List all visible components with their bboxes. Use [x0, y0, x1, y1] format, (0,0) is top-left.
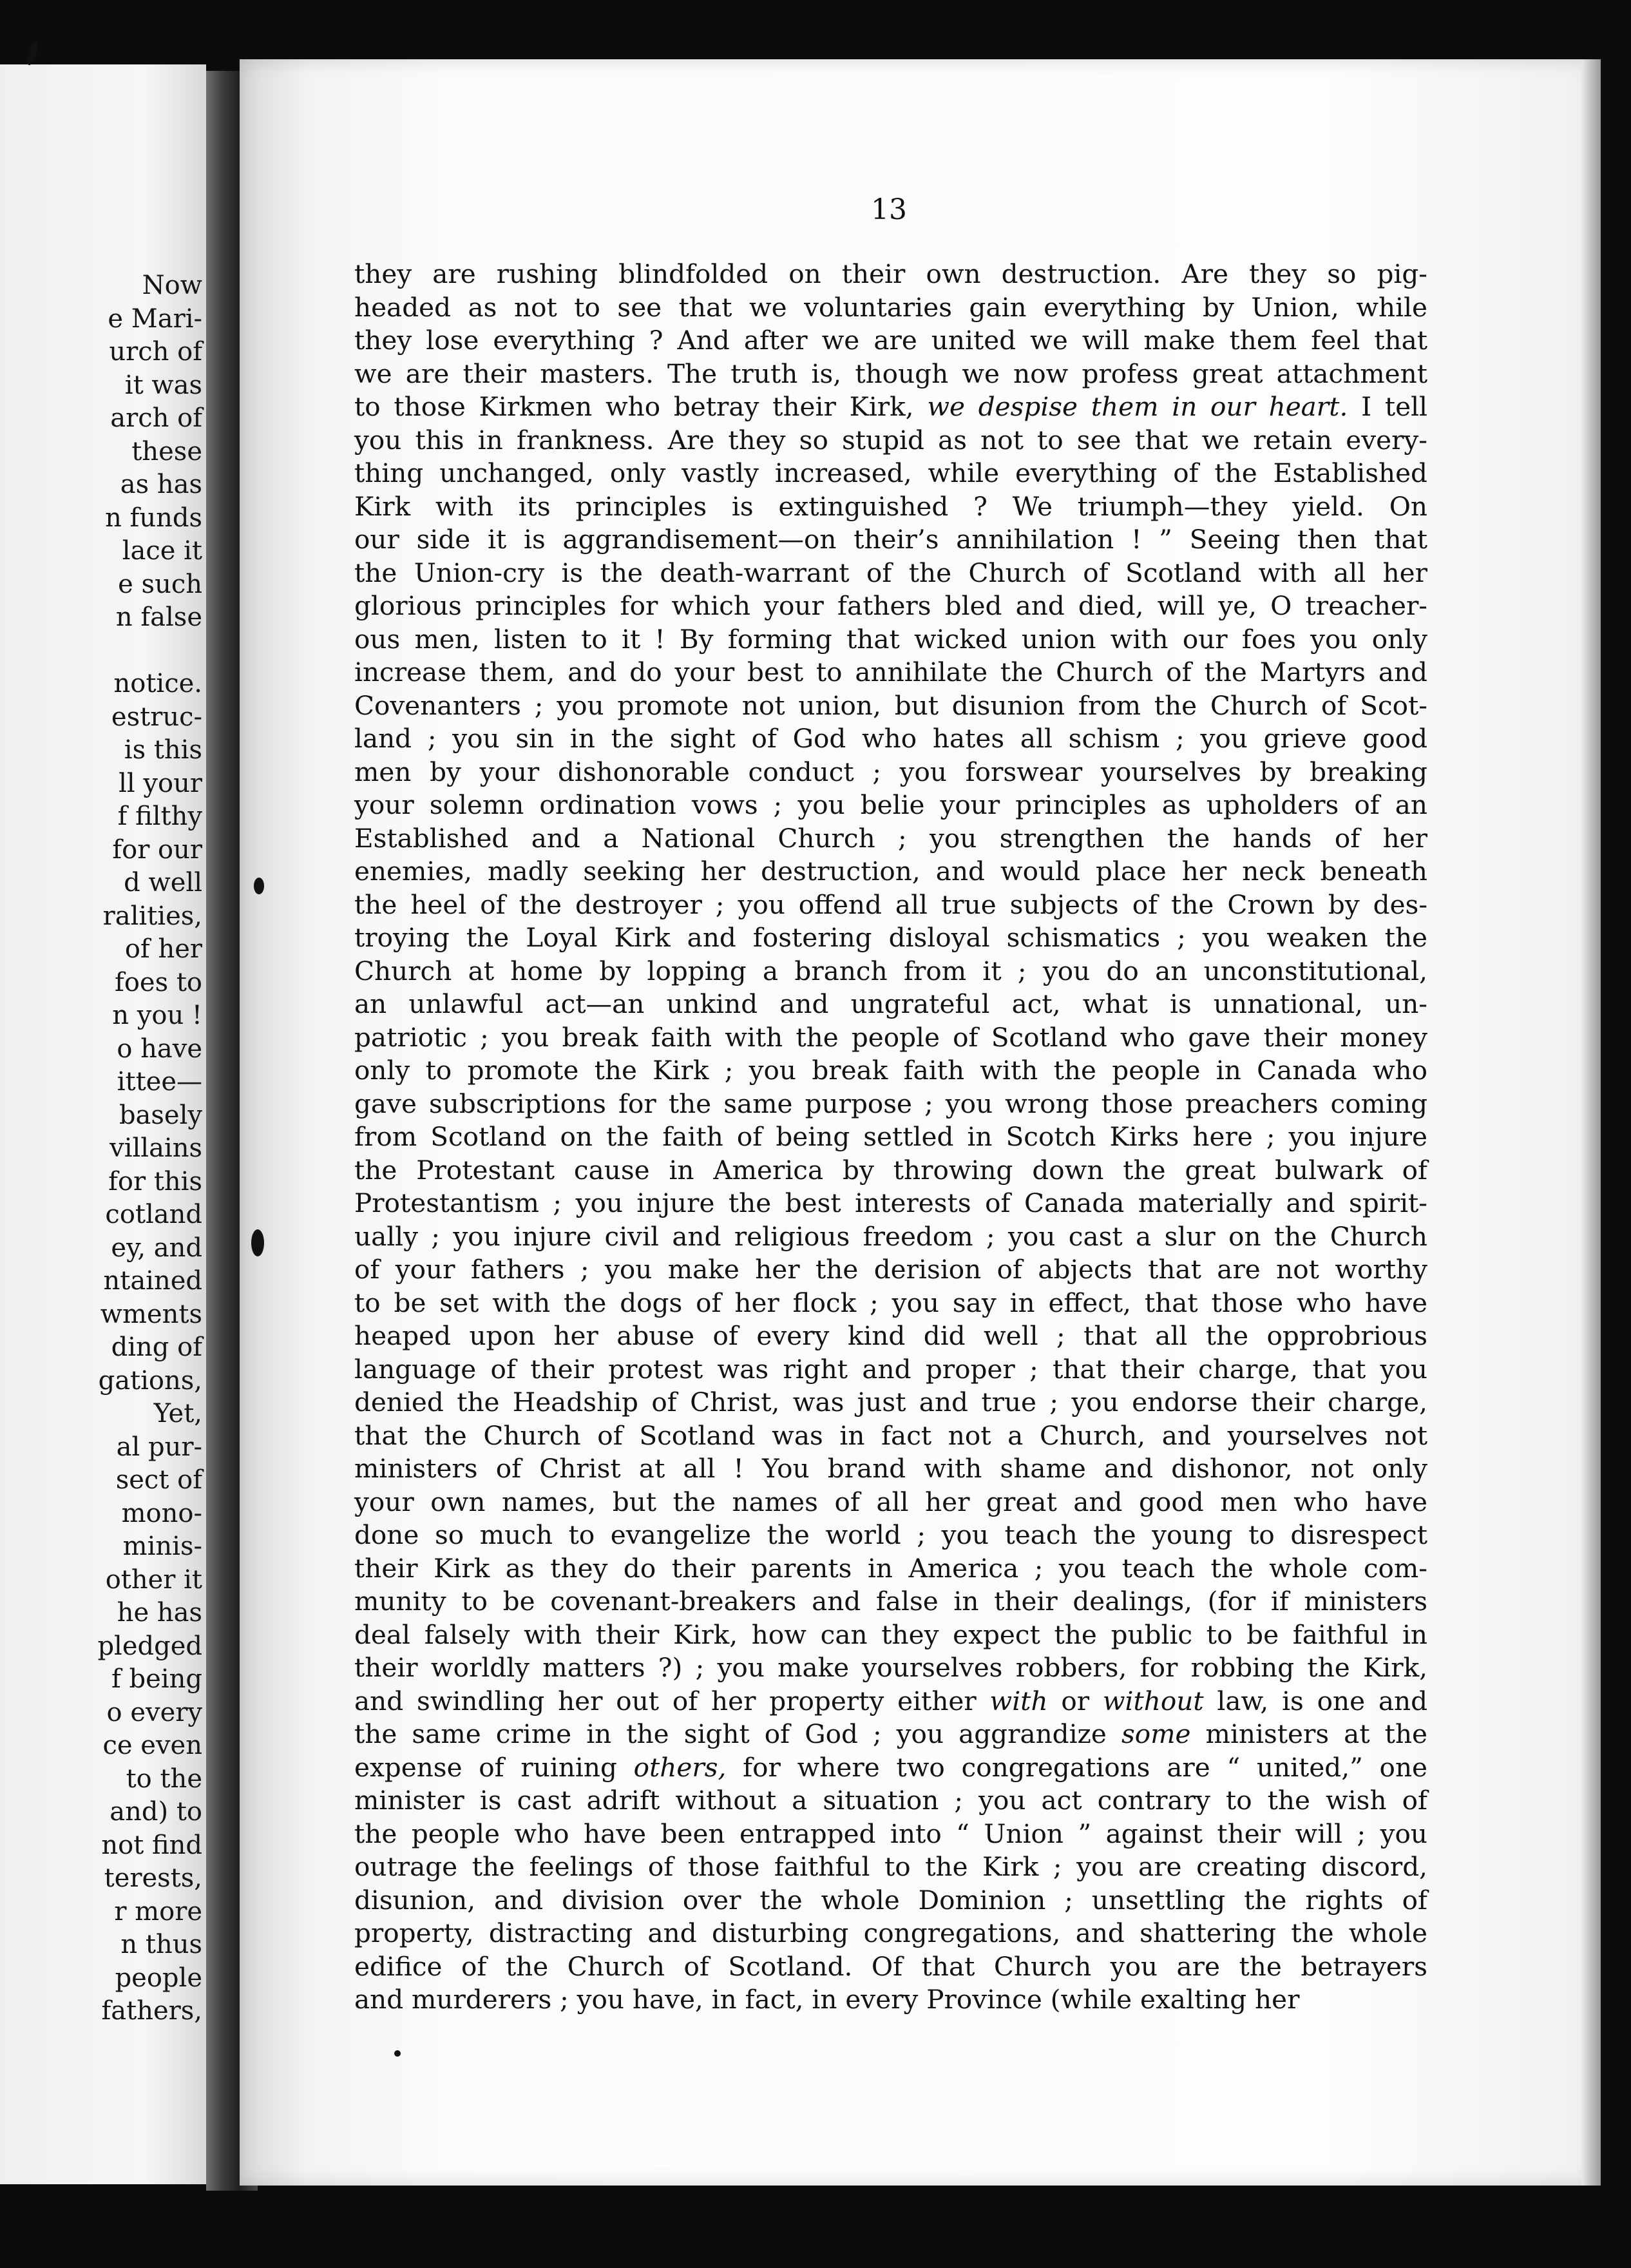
text-line: men by your dishonorable conduct ; you forswear yourselves by breaking — [354, 756, 1427, 787]
left-text-line: people — [115, 1963, 202, 1993]
text-line: headed as not to see that we voluntaries gain everything by Union, while — [354, 291, 1427, 323]
text-line: you this in frankness. Are they so stupid as not to see that we retain every- — [354, 424, 1427, 456]
text-line: Established and a National Church ; you strengthen the hands of her — [354, 822, 1427, 854]
left-text-line: basely — [119, 1100, 202, 1130]
left-text-line: fathers, — [101, 1996, 202, 2026]
text-line: gave subscriptions for the same purpose ; you wrong those preachers coming — [354, 1088, 1427, 1119]
left-text-line: villains — [110, 1133, 202, 1163]
text-line: to be set with the dogs of her flock ; you say in effect, that those who have — [354, 1287, 1427, 1318]
left-text-line: not find — [101, 1830, 202, 1860]
italic-text: we despise them in our heart. — [927, 391, 1348, 422]
text-line: Kirk with its principles is extinguished ? We triumph—they yield. On — [354, 490, 1427, 522]
text-line: ous men, listen to it ! By forming that wicked union with our foes you only — [354, 623, 1427, 655]
scan-speck — [394, 2050, 401, 2057]
left-page-text — [97, 269, 202, 2028]
text-line: deal falsely with their Kirk, how can they expect the public to be faithful in — [354, 1619, 1427, 1650]
text-line: outrage the feelings of those faithful to the Kirk ; you are creating discord, — [354, 1851, 1427, 1882]
page-edge — [1581, 59, 1601, 2186]
left-text-line: these — [131, 436, 202, 466]
left-text-line: foes to — [115, 967, 202, 997]
italic-text: some — [1121, 1718, 1191, 1749]
left-text-line: as has — [120, 470, 202, 499]
text-line: property, distracting and disturbing congregations, and shattering the whole — [354, 1917, 1427, 1948]
text-line: our side it is aggrandisement—on their’s annihilation ! ” Seeing then that — [354, 524, 1427, 555]
left-text-line: lace it — [122, 536, 202, 566]
left-text-line: o every — [106, 1697, 202, 1727]
left-text-line: ittee— — [117, 1067, 202, 1097]
left-text-line: arch of — [110, 403, 202, 433]
left-text-line: Now — [142, 271, 202, 300]
left-text-line: ce even — [102, 1731, 202, 1760]
text-line: heaped upon her abuse of every kind did well ; that all the opprobrious — [354, 1320, 1427, 1351]
text-line: the same crime in the sight of God ; you aggrandize some ministers at the — [354, 1718, 1428, 1749]
text-line: and swindling her out of her property either with or without law, is one and — [354, 1685, 1427, 1716]
left-text-line: terests, — [104, 1863, 202, 1893]
left-facing-page — [0, 64, 206, 2184]
text-line: your own names, but the names of all her great and good men who have — [354, 1486, 1427, 1517]
text-line: that the Church of Scotland was in fact not a Church, and yourselves not — [354, 1419, 1427, 1451]
text-line: only to promote the Kirk ; you break faith with the people in Canada who — [354, 1055, 1427, 1086]
text-line: edifice of the Church of Scotland. Of that Church you are the betrayers — [354, 1950, 1427, 1982]
text-line: done so much to evangelize the world ; you teach the young to disrespect — [354, 1519, 1427, 1550]
left-text-line: sect of — [115, 1465, 202, 1495]
text-line: from Scotland on the faith of being settled in Scotch Kirks here ; you injure — [354, 1121, 1427, 1152]
left-text-line: for this — [108, 1166, 202, 1196]
left-text-line: mono- — [121, 1498, 202, 1528]
left-text-line: he has — [117, 1598, 202, 1628]
left-text-line: ey, and — [111, 1233, 202, 1263]
scan-speck — [25, 39, 41, 66]
text-line: your solemn ordination vows ; you belie your principles as upholders of an — [354, 789, 1427, 820]
text-line: disunion, and division over the whole Dominion ; unsettling the rights of — [354, 1884, 1427, 1916]
text-line: their Kirk as they do their parents in America ; you teach the whole com- — [354, 1552, 1427, 1584]
text-line: Protestantism ; you injure the best interests of Canada materially and spirit- — [354, 1187, 1427, 1218]
left-text-line: estruc- — [111, 702, 202, 732]
text-line: to those Kirkmen who betray their Kirk, we despise them in our heart. I tell — [354, 391, 1427, 422]
text-line: the Union-cry is the death-warrant of the Church of Scotland with all her — [354, 557, 1427, 588]
text-line: language of their protest was right and proper ; that their charge, that you — [354, 1353, 1427, 1385]
left-text-line: Yet, — [153, 1399, 202, 1428]
left-text-line: n thus — [120, 1930, 202, 1959]
text-line: the heel of the destroyer ; you offend all true subjects of the Crown by des- — [354, 889, 1427, 920]
left-text-line: is this — [124, 735, 202, 765]
left-text-line: wments — [100, 1299, 202, 1329]
left-text-line: for our — [112, 834, 202, 865]
body-text — [354, 258, 1427, 2017]
left-text-line: ntained — [103, 1266, 202, 1296]
text-line: they lose everything ? And after we are united we will make them feel that — [354, 325, 1427, 356]
left-text-line: other it — [105, 1564, 202, 1595]
left-text-line: minis- — [122, 1532, 202, 1561]
left-text-line: al pur- — [116, 1432, 202, 1462]
text-line: an unlawful act—an unkind and ungrateful act, what is unnational, un- — [354, 988, 1427, 1019]
page-number: 13 — [871, 193, 907, 226]
left-text-line: notice. — [113, 669, 202, 698]
left-text-line: e Mari- — [108, 303, 202, 334]
text-line: denied the Headship of Christ, was just and true ; you endorse their charge, — [354, 1387, 1427, 1418]
text-line: ually ; you injure civil and religious freedom ; you cast a slur on the Church — [354, 1220, 1427, 1252]
text-line: and murderers ; you have, in fact, in every Province (while exalting her — [354, 1984, 1300, 2015]
text-line: thing unchanged, only vastly increased, while everything of the Established — [354, 457, 1427, 488]
left-text-line: r more — [114, 1896, 202, 1927]
text-line: troying the Loyal Kirk and fostering disloyal schismatics ; you weaken the — [354, 922, 1427, 953]
italic-text: with — [989, 1685, 1048, 1716]
text-line: increase them, and do your best to annihilate the Church of the Martyrs and — [354, 657, 1427, 687]
left-text-line: n funds — [105, 503, 202, 533]
scan-speck — [254, 878, 264, 894]
left-text-line: ding of — [111, 1332, 202, 1362]
left-text-line: gations, — [98, 1365, 202, 1396]
left-text-line: ralities, — [102, 901, 202, 931]
scan-speck — [251, 1229, 264, 1256]
left-text-line: urch of — [109, 337, 202, 367]
text-line: minister is cast adrift without a situation ; you act contrary to the wish of — [354, 1785, 1427, 1816]
text-line: patriotic ; you break faith with the people of Scotland who gave their money — [354, 1021, 1427, 1053]
left-text-line: it was — [124, 370, 202, 400]
left-text-line: pledged — [97, 1631, 202, 1661]
text-line: ministers of Christ at all ! You brand with shame and dishonor, not only — [354, 1453, 1427, 1484]
left-text-line: n you ! — [112, 1001, 202, 1030]
left-text-line: cotland — [105, 1200, 202, 1229]
left-text-line: d well — [124, 868, 202, 898]
left-text-line: and) to — [110, 1797, 202, 1827]
text-line: of your fathers ; you make her the derision of abjects that are not worthy — [354, 1254, 1427, 1285]
left-text-line: f being — [111, 1664, 202, 1694]
text-line: the people who have been entrapped into “ Union ” against their will ; you — [354, 1818, 1427, 1849]
left-text-line: o have — [117, 1033, 202, 1064]
left-text-line: f filthy — [117, 802, 202, 831]
left-text-line: ll your — [119, 768, 202, 798]
left-text-line: n false — [115, 602, 202, 632]
text-line: their worldly matters ?) ; you make yourselves robbers, for robbing the Kirk, — [354, 1652, 1427, 1683]
text-line: they are rushing blindfolded on their own destruction. Are they so pig- — [354, 258, 1427, 289]
text-line: we are their masters. The truth is, though we now profess great attachment — [354, 358, 1427, 389]
text-line: Church at home by lopping a branch from it ; you do an unconstitutional, — [354, 955, 1427, 986]
left-text-line: to the — [126, 1763, 202, 1794]
text-line: munity to be covenant-breakers and false in their dealings, (for if ministers — [354, 1586, 1427, 1617]
text-line: glorious principles for which your fathers bled and died, will ye, O treacher- — [354, 590, 1427, 621]
text-line: the Protestant cause in America by throwing down the great bulwark of — [354, 1154, 1427, 1186]
text-line: enemies, madly seeking her destruction, and would place her neck beneath — [354, 856, 1427, 887]
italic-text: without — [1102, 1685, 1204, 1716]
italic-text: others, — [633, 1751, 727, 1783]
left-text-line: of her — [124, 934, 202, 964]
text-line: Covenanters ; you promote not union, but disunion from the Church of Scot- — [354, 689, 1427, 721]
left-text-line — [97, 635, 202, 668]
text-line: expense of ruining others, for where two congregations are “ united,” one — [354, 1751, 1427, 1783]
text-line: land ; you sin in the sight of God who hates all schism ; you grieve good — [354, 723, 1427, 754]
left-text-line: e such — [118, 569, 202, 599]
